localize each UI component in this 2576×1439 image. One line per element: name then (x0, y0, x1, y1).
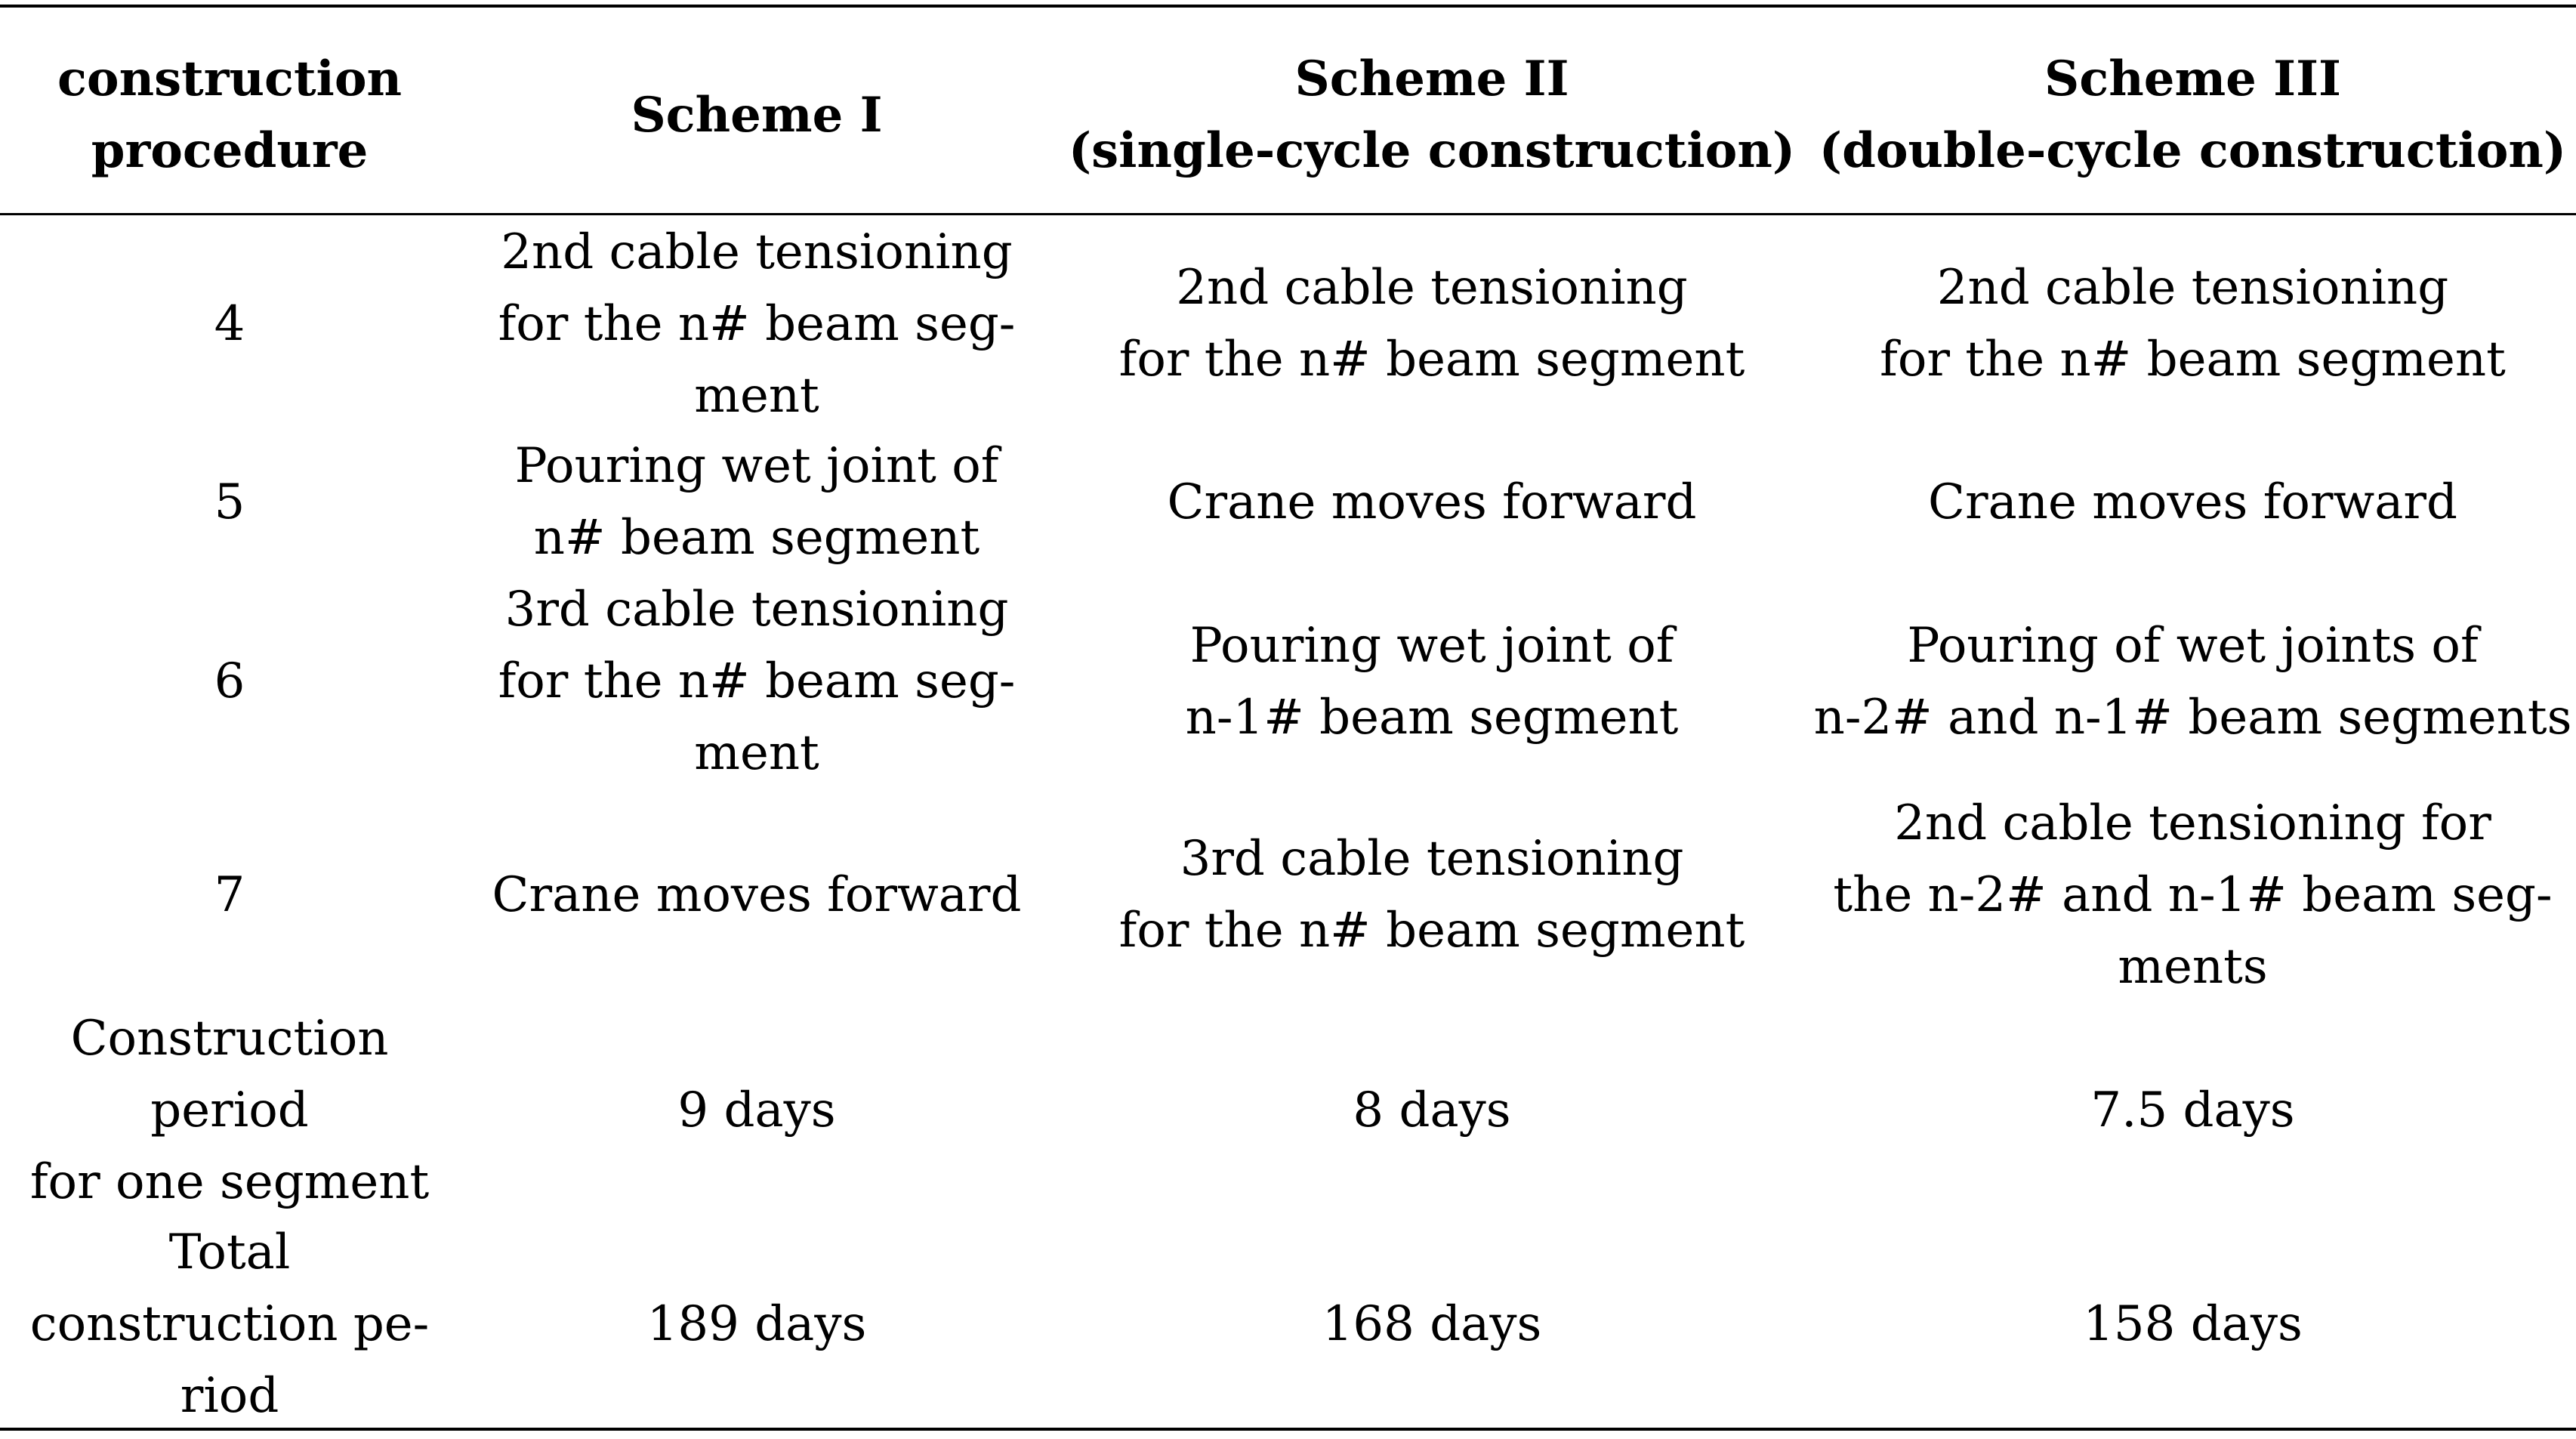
scheme-3-cell: 158 days (2083, 1295, 2303, 1352)
header-scheme-3: Scheme III (double-cycle construction) (1819, 51, 2567, 179)
header-rule (0, 213, 2576, 215)
header-scheme-1: Scheme I (631, 86, 883, 144)
scheme-2-cell: 3rd cable tensioning for the n# beam segment (1118, 831, 1745, 959)
header-construction-procedure: construction procedure (57, 51, 403, 179)
scheme-2-cell: Crane moves forward (1167, 474, 1697, 530)
scheme-2-cell: Pouring wet joint of n-1# beam segment (1185, 617, 1679, 746)
scheme-1-cell: 2nd cable tensioning for the n# beam seg- ment (498, 224, 1016, 424)
scheme-1-cell: Crane moves forward (492, 866, 1022, 923)
scheme-1-cell: Pouring wet joint of n# beam segment (514, 438, 999, 566)
scheme-3-cell: 2nd cable tensioning for the n# beam segment (1880, 260, 2506, 388)
scheme-1-cell: 9 days (677, 1082, 836, 1138)
procedure-cell: 7 (214, 866, 245, 923)
table-row (0, 1218, 2576, 1430)
table-row (0, 574, 2576, 789)
scheme-3-cell: Crane moves forward (1928, 474, 2457, 530)
scheme-1-cell: 189 days (646, 1295, 867, 1352)
procedure-cell: Construction period for one segment (29, 1011, 430, 1210)
procedure-cell: 4 (214, 295, 245, 352)
header-scheme-2: Scheme II (single-cycle construction) (1068, 51, 1796, 179)
procedure-cell: 5 (214, 474, 245, 530)
top-rule (0, 5, 2576, 8)
scheme-2-cell: 8 days (1353, 1082, 1511, 1138)
table-row (0, 1003, 2576, 1218)
scheme-2-cell: 168 days (1322, 1295, 1542, 1352)
procedure-cell: Total construction pe- riod (29, 1224, 430, 1424)
table-row (0, 431, 2576, 574)
scheme-3-cell: Pouring of wet joints of n-2# and n-1# beam segments (1813, 617, 2572, 746)
scheme-2-cell: 2nd cable tensioning for the n# beam segment (1118, 260, 1745, 388)
scheme-3-cell: 7.5 days (2090, 1082, 2295, 1138)
table-header-row (0, 39, 2576, 190)
scheme-3-cell: 2nd cable tensioning for the n-2# and n-1# beam seg- ments (1833, 795, 2553, 995)
procedure-cell: 6 (214, 653, 245, 709)
scheme-1-cell: 3rd cable tensioning for the n# beam seg- ment (498, 582, 1016, 781)
table-row (0, 789, 2576, 1001)
table-row (0, 218, 2576, 431)
